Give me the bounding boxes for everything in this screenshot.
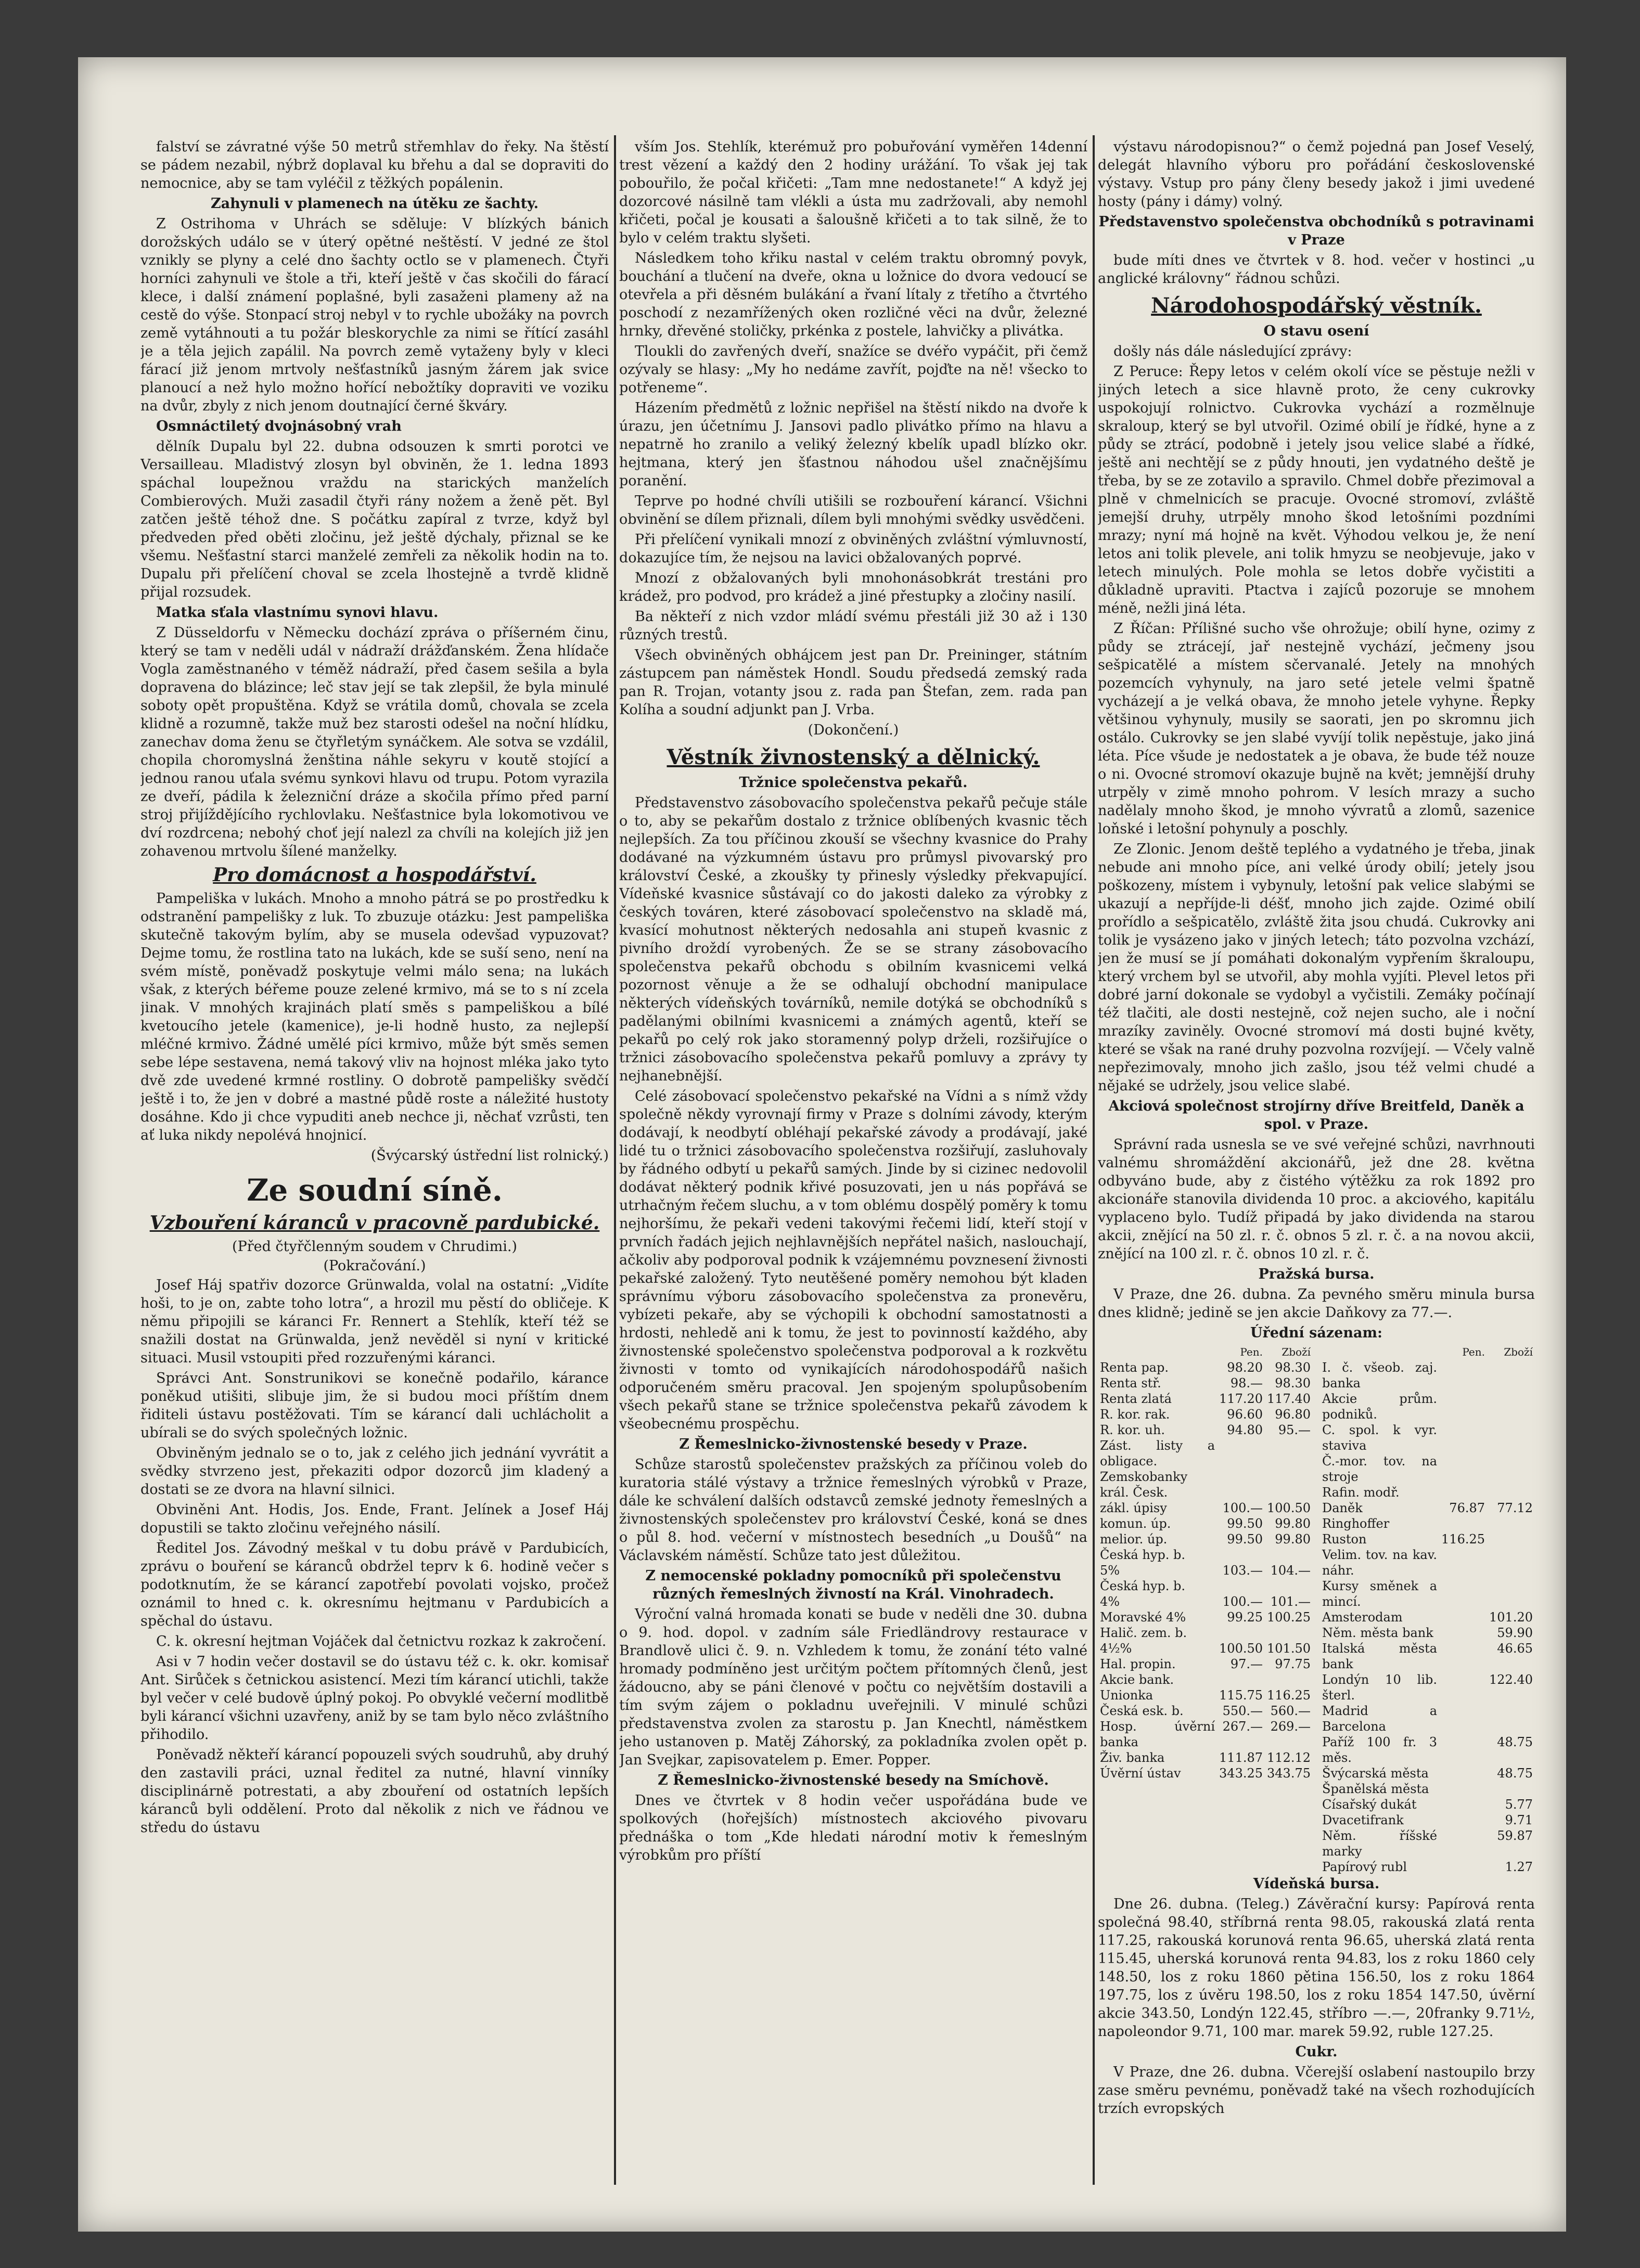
- price-cell: [1439, 1360, 1487, 1391]
- security-name: 4½%: [1100, 1641, 1132, 1656]
- table-row: [1098, 1609, 1313, 1625]
- table-row: [1320, 1625, 1535, 1641]
- table-row: [1098, 1672, 1313, 1687]
- price-cell: [1217, 1438, 1265, 1469]
- price-cell: [1439, 1422, 1487, 1453]
- price-cell: 100.50: [1267, 1501, 1311, 1515]
- paragraph: Josef Háj spatřiv dozorce Grünwalda, volal na ostatní: „Vidíte hoši, to je on, zabte toho lotra“, a hrozil mu pěstí do obličeje. K němu připojili se káranci Fr. Rennert a Stehlík, kteří též se snažili dostat na Grünwalda, jenž nevěděl si nyní v kritické situaci. Musil vstoupiti před rozzuřenými káranci.: [140, 1277, 609, 1366]
- security-name: Akcie bank.: [1100, 1672, 1174, 1687]
- paragraph: vším Jos. Stehlík, kterémuž pro pobuřování vyměřen 14denní trest vězení a každý den 2 hodiny urážání. To však jej tak pobouřilo, že počal křičeti: „Tam mne nedostanete!“ A když jej dozorcové násilně tam vlékli a ústa mu zadržovali, aby nemohl křičeti, počal je kousati a šaloušně křičeti a to tak silně, že to bylo v celém traktu slyšeti.: [619, 139, 1087, 246]
- price-cell: 100.—: [1222, 1594, 1263, 1609]
- section-heading: Národohospodářský věstník.: [1151, 293, 1482, 318]
- table-row: [1098, 1703, 1313, 1719]
- price-cell: [1487, 1360, 1535, 1391]
- price-cell: 101.—: [1270, 1594, 1311, 1609]
- table-row: [1098, 1578, 1313, 1594]
- table-row: [1098, 1641, 1313, 1656]
- security-name: Ruston: [1322, 1532, 1367, 1547]
- price-cell: 95.—: [1278, 1423, 1311, 1437]
- paragraph: Správní rada usnesla se ve své veřejné schůzi, navrhnouti valnému shromáždění akcionářů, jež dne 28. května odbyváno bude, aby z čistého výtěžku za rok 1892 pro akcionáře stanovila dividenda 10 proc. a akciového, kapitálu vyplaceno bylo. Tudíž připadá by jako dividenda na starou akcii, znějící na 50 zl. r. č. obnos 5 zl. r. č. a na novou akcii, znějící na 100 zl. r. č. obnos 10 zl. r. č.: [1098, 1137, 1535, 1262]
- column-rule: [614, 135, 616, 2185]
- paragraph: Obviněni Ant. Hodis, Jos. Ende, Frant. Jelínek a Josef Háj dopustili se takto zločinu veřejného násilí.: [140, 1502, 609, 1536]
- column-3: [1098, 138, 1535, 2185]
- table-row: [1320, 1766, 1535, 1781]
- price-cell: 46.65: [1497, 1641, 1533, 1656]
- price-cell: [1439, 1578, 1487, 1609]
- paragraph: Dnes ve čtvrtek v 8 hodin večer uspořádána bude ve spolkových (hořejších) místnostech akciového pivovaru přednáška o tom „Kde hledati národní motiv k řemeslným výrobkům pro příští: [619, 1793, 1087, 1863]
- security-name: Česká hyp. b.: [1100, 1579, 1185, 1593]
- price-cell: 101.20: [1489, 1610, 1533, 1625]
- price-cell: [1265, 1672, 1313, 1687]
- security-name: Moravské 4%: [1100, 1610, 1186, 1625]
- table-row: [1098, 1719, 1313, 1750]
- security-name: Zást. listy a obligace.: [1100, 1438, 1215, 1468]
- price-cell: [1439, 1734, 1487, 1766]
- price-cell: 98.30: [1275, 1360, 1311, 1375]
- price-cell: [1439, 1516, 1487, 1531]
- table-row: [1320, 1531, 1535, 1547]
- price-cell: 269.—: [1270, 1719, 1311, 1734]
- price-cell: [1217, 1578, 1265, 1594]
- price-cell: 117.40: [1267, 1391, 1311, 1406]
- paragraph: V Praze, dne 26. dubna. Včerejší oslabení nastoupilo brzy zase směru pevnému, poněvadž také na všech rozhodujících trzích evropských: [1098, 2064, 1535, 2117]
- price-cell: [1487, 1781, 1535, 1797]
- price-cell: [1265, 1578, 1313, 1594]
- paragraph: Celé zásobovací společenstvo pekařské na Vídni a s nímž vždy společně někdy vyrovnají firmy v Praze s dolními závody, kterým dodávají, k neodbytí obléhají pekařské závody a prodávají, jaké lidé tu o tržnici zásobovacího společenstva rozšiřují, zasluhovaly by řádného odbytí u pekařů samých. Jinde by si cizinec nedovolil dodávat některý podnik křivé posuzovati, jen u nás popřává se utrhačným řečem sluchu, a v tom oblému dospělý poměry k tomu nejhoršímu, že pekaři vedeni takovými řečemi lidí, kteří stojí v prvních řadách jejich nejhlavnějších nepřátel našich, naslouchají, ačkoliv aby podporoval podnik k vzájemnému povznesení živnosti pekařské založený. Tyto neutěšené poměry nemohou být kladen správnímu výboru zásobovacího společenstva za pronevěru, vybízeti pekaře, aby se výchopili k obchodní samostatnosti a hrdosti, nehledě ani k tomu, že jest to povinností každého, aby živnostenské společenstvo společenstva podporoval a k rozkvětu živnosti v tomto od vynikajících národohospodářů našich odporučeném směru pracoval. Jen spojeným spolupůsobením všech pekařů stane se tržnice společenstva pekařů závodem k všeobecnému prospěchu.: [619, 1088, 1087, 1432]
- price-cell: 343.75: [1267, 1766, 1311, 1781]
- table-row: [1098, 1766, 1313, 1781]
- price-cell: [1439, 1797, 1487, 1812]
- paragraph: Ředitel Jos. Závodný meškal v tu dobu právě v Pardubicích, zprávu o bouření se káranců obdržel teprv k 6. hodině večer s podotknutím, že se kárancí zapotřebí povolati vojsko, pročež oznámil to hned c. k. okresnímu hejtmanu v Pardubicích a spěchal do ústavu.: [140, 1540, 609, 1629]
- table-row: [1320, 1828, 1535, 1859]
- table-row: [1320, 1641, 1535, 1672]
- paragraph: Tloukli do zavřených dveří, snažíce se dvéřo vypáčit, při čemž ozývaly se hlasy: „My ho nedáme zavřít, pojďte na ně! všecko to potřeneme“.: [619, 343, 1087, 396]
- security-name: 4%: [1100, 1594, 1120, 1609]
- table-row: [1320, 1578, 1535, 1609]
- paragraph: falství se závratné výše 50 metrů střemhlav do řeky. Na štěstí se pádem nezabil, nýbrž doplaval ku břehu a dal se dopraviti do nemocnice, aby se tam vyléčil z těžkých popálenin.: [140, 139, 609, 191]
- news-headline: Pražská bursa.: [1258, 1266, 1375, 1282]
- paragraph: Z Ostrihoma v Uhrách se sděluje: V blízkých bánich dorožských událo se v úterý opětné neštěstí. V jedné ze štol vznikly se plyny a celé dno šachty octlo se v plamenech. Čtyři horníci zahynuli ve štole a tři, kteří ještě v čas skočili do fárací klece, i další známení poplašné, byli zasaženi plameny až na cestě do výše. Stonpací stroj nebyl v to rychle ubožáky na povrch země vytáhnouti a tu požár bleskorychle za nimi se řítící zasáhl je a těla jejich zapálil. Na povrch země vytaženy byly v kleci fárací již jenom mrtvoly nešťastníků jasným žárem jak svice planoucí a než hylo možno hořící nebožtíky dopraviti ve voziku na dvůr, zbyly z nich jenom doutnající černé škváry.: [140, 216, 609, 414]
- price-cell: 550.—: [1222, 1704, 1263, 1718]
- security-name: Halič. zem. b.: [1100, 1626, 1187, 1640]
- price-cell: 122.40: [1489, 1672, 1533, 1687]
- price-cell: [1487, 1485, 1535, 1500]
- security-name: Česká hyp. b.: [1100, 1548, 1185, 1562]
- paragraph: došly nás dále následující zprávy:: [1113, 343, 1352, 359]
- price-cell: [1439, 1766, 1487, 1781]
- table-row: [1098, 1594, 1313, 1609]
- price-cell: 99.50: [1227, 1516, 1263, 1531]
- price-cell: 116.25: [1267, 1688, 1311, 1703]
- security-name: melior. úp.: [1100, 1532, 1168, 1547]
- table-row: [1320, 1485, 1535, 1500]
- price-cell: [1439, 1547, 1487, 1578]
- price-cell: [1487, 1547, 1535, 1578]
- security-name: Císařský dukát: [1322, 1797, 1417, 1812]
- paragraph: dělník Dupalu byl 22. dubna odsouzen k smrti porotci ve Versailleau. Mladistvý zlosyn byl obviněn, že 1. ledna 1893 spáchal loupežnou vraždu na starických manželích Combierových. Muži zasadil čtyři rány nožem a ženě pět. Byl zatčen ještě téhož dne. S počátku zapíral z tvrze, když byl předveden před oběti zločinu, jež ještě dýchaly, přiznal se ke všemu. Nešťastní starci manželé zemřeli za několik hodin na to. Dupalu při přelíčení choval se zcela lhostejně a tvrdě klidně přijal rozsudek.: [140, 439, 609, 600]
- paragraph: Teprve po hodné chvíli utišili se rozbouření kárancí. Všichni obvinění se dílem přiznali, dílem byli mnohými svědky usvědčeni.: [619, 493, 1087, 527]
- security-name: Renta pap.: [1100, 1360, 1169, 1375]
- price-cell: 117.20: [1219, 1391, 1263, 1406]
- table-row: [1320, 1781, 1535, 1797]
- news-headline: Představenstvo společenstva obchodníků s potravinami v Praze: [1098, 214, 1534, 248]
- security-name: Č.-mor. tov. na stroje: [1322, 1454, 1438, 1484]
- price-cell: 99.80: [1275, 1532, 1311, 1547]
- paragraph: Schůze starostů společenstev pražských za příčinou voleb do kuratoria stálé výstavy a tržnice řemeslných výrobků v Praze, dále ke schválení dalších odstavců zemské jednoty řemeslných a živnostenských společenstev pro království České, koná se dnes o půl 8. hod. večerní v místnostech besedních „u Doušů“ na Václavském náměstí. Schůze tato jest důležitou.: [619, 1457, 1087, 1564]
- table-row: [1098, 1360, 1313, 1375]
- price-cell: 99.50: [1227, 1532, 1263, 1547]
- price-cell: 97.75: [1275, 1657, 1311, 1671]
- security-name: Daněk: [1322, 1501, 1363, 1515]
- price-cell: [1439, 1609, 1487, 1625]
- price-cell: [1487, 1422, 1535, 1453]
- security-name: Italská města bank: [1322, 1641, 1438, 1671]
- price-cell: 1.27: [1505, 1860, 1533, 1874]
- price-cell: 97.—: [1230, 1657, 1263, 1671]
- price-cell: [1487, 1516, 1535, 1531]
- news-headline: Cukr.: [1295, 2044, 1338, 2060]
- news-headline: O stavu osení: [1263, 323, 1369, 339]
- table-row: [1320, 1391, 1535, 1422]
- paragraph: Ze Zlonic. Jenom deště teplého a vydatného je třeba, jinak nebude ani mnoho píce, ani velké úrody obilí; jetely jsou poškozeny, místem i vybynuly, letošní pak velice slabými se ukazují a nepříjde-li déšť, mnoho jich zajde. Ozimé obilí prořídlo a sešpicatělo, zvláště žita jsou chudá. Cukrovky ani tolik je vysázeno jako v jiných letech; táto pozvolna vzchází, jen že musí se jí pomáhati dokonalým vypřením škraloupu, který vrchem byl se utvořil, aby mohla vyjíti. Plevel letos při dobré jarní dokonale se vydobyl a vyčistili. Zemáky počínají též tlačiti, ale dosti nestejně, což nejen sucho, ale i noční mrazíky zaviněly. Ovocné stromoví má dosti bujné květy, které se však na rané druhy pozvolna rozvíjejí. — Včely valně nepřezimovaly, mnoho jich zašlo, jsou též velmi chudé a nějaké se udržely, jsou velice slabé.: [1098, 841, 1535, 1094]
- price-cell: [1439, 1703, 1487, 1734]
- table-heading: Úřední sázenam:: [1250, 1325, 1382, 1341]
- price-cell: 77.12: [1497, 1501, 1533, 1515]
- price-cell: 76.87: [1449, 1501, 1485, 1515]
- security-name: Londýn 10 lib. šterl.: [1322, 1672, 1438, 1703]
- table-row: [1098, 1531, 1313, 1547]
- price-cell: 94.80: [1227, 1423, 1263, 1437]
- column-2: [619, 138, 1087, 2185]
- price-cell: 560.—: [1270, 1704, 1311, 1718]
- price-cell: [1217, 1469, 1265, 1500]
- price-cell: 101.50: [1267, 1641, 1311, 1656]
- price-cell: 96.60: [1227, 1407, 1263, 1422]
- news-headline: Zahynuli v plamenech na útěku ze šachty.: [210, 196, 539, 212]
- security-name: Hal. propin.: [1100, 1657, 1176, 1671]
- security-name: Madrid a Barcelona: [1322, 1704, 1438, 1734]
- price-cell: [1439, 1641, 1487, 1672]
- price-cell: 48.75: [1497, 1766, 1533, 1781]
- price-cell: 9.71: [1505, 1813, 1533, 1827]
- paragraph: Z Říčan: Přílišné sucho vše ohrožuje; obilí hyne, ozimy z půdy se ztrácejí, jař nestejně vychází, ječmeny jsou sešpicatělé a místem sčervanalé. Jetely na mnohých pozemcích vyhynuly, na jaro seté jetele velmi špatně vycházejí a je velká obava, že mnoho jetele vyhyne. Řepky většinou vyhynuly, musily se saorati, jen po skromnu jich ostálo. Cukrovky se jen slabé vyvíjí tolik nepěstuje, jako jiná léta. Píce všude je nedostatek a je obava, že bude též nouze o ni. Ovocné stromoví okazuje bujně na květ; jemnější druhy utrpěly v zimě mnoho pohrom. V lesích mrazy a sucho nadělaly mnoho škod, je mnoho vývratů a zlomů, sazenice loňské i letošní pohynuly a poschly.: [1098, 621, 1535, 837]
- news-headline: Matka sťala vlastnímu synovi hlavu.: [156, 604, 439, 621]
- price-cell: 116.25: [1441, 1532, 1485, 1547]
- price-cell: 112.12: [1267, 1750, 1311, 1765]
- price-cell: [1265, 1438, 1313, 1469]
- price-cell: 99.80: [1275, 1516, 1311, 1531]
- security-name: Ringhoffer: [1322, 1516, 1390, 1531]
- newspaper-page: [78, 57, 1566, 2232]
- price-cell: 5.77: [1505, 1797, 1533, 1812]
- price-cell: [1265, 1547, 1313, 1563]
- paragraph: Výroční valná hromada konati se bude v neděli dne 30. dubna o 9. hod. dopol. v zadním sále Friedländrovy restaurace v Brandlově ulici č. 9. n. Vzhledem k tomu, že zonání této valné hromady podmíněno jest určitým počtem přítomných členů, jest žádoucno, aby se páni členové v počtu co největším dostavili a tím svým zájem o pokladnu uveřejnili. V minulé schůzi představenstva zvolen za starostu p. Jan Knechtl, náměstkem jeho ustanoven p. Matěj Záhorský, za pokladníka zvolen opět p. Jan Svejkar, zapisovatelem p. Emer. Popper.: [619, 1606, 1087, 1768]
- paragraph: Dne 26. dubna. (Teleg.) Závěrační kursy: Papírová renta společná 98.40, stříbrná renta 98.05, rakouská zlatá renta 117.25, rakouská korunová renta 96.65, uherská zlatá renta 115.45, uherská korunová renta 94.83, los z roku 1860 cely 148.50, los z roku 1860 pětina 156.50, los z roku 1864 197.75, los z úvěru 198.50, los z roku 1854 147.50, úvěrní akcie 343.50, Londýn 122.45, stříbro —.—, 20franky 9.71½, napoleondor 9.71, 100 mar. marek 59.92, ruble 127.25.: [1098, 1896, 1535, 2040]
- security-name: komun. úp.: [1100, 1516, 1171, 1531]
- security-name: Něm. říšské marky: [1322, 1828, 1438, 1859]
- table-row: [1098, 1422, 1313, 1438]
- news-headline: Vídeňská bursa.: [1253, 1876, 1380, 1892]
- table-row: [1098, 1391, 1313, 1407]
- price-cell: 98.20: [1227, 1360, 1263, 1375]
- price-cell: 59.90: [1497, 1626, 1533, 1640]
- security-name: R. kor. uh.: [1100, 1423, 1165, 1437]
- security-name: Švýcarská města: [1322, 1766, 1429, 1781]
- price-cell: 115.75: [1219, 1688, 1263, 1703]
- table-row: [1098, 1375, 1313, 1391]
- table-row: [1098, 1656, 1313, 1672]
- paragraph: Z Düsseldorfu v Německu dochází zpráva o příšerném činu, který se tam v neděli udál v nádraží drážďanském. Žena hlídače Vogla zaměstnaného v téměž nádraží, před časem sešila a byla dopravena do blázince; leč stav její se tak zlepšil, že byla minulé soboty opět propuštěna. Když se vrátila domů, chovala se zcela klidně a rozumně, takže muž bez starosti odešel na noční hlídku, zanechav doma ženu se čtyřletým synáčkem. Ale sotva se vzdálil, chopila choromyslná ženština náhle sekyru v koutě stojící a jednou ranou uťala svému synkovi hlavu od trupu. Potom vyrazila ze dveří, pádila k železniční dráze a skočila přímo před parní stroj přijíždějícího rychlovlaku. Nešťastnice byla lokomotivou ve dví rozdrcena; nebohý choť její nalezl za chvíli na kolejích již jen zohavenou mrtvolu šílené manželky.: [140, 625, 609, 859]
- security-name: Živ. banka: [1100, 1750, 1165, 1765]
- security-name: Zemskobanky král. Česk.: [1100, 1470, 1188, 1500]
- news-headline: Z Řemeslnicko-živnostenské besedy v Praze.: [679, 1436, 1028, 1452]
- news-headline: Tržnice společenstva pekařů.: [739, 775, 968, 791]
- table-row: [1320, 1812, 1535, 1828]
- security-name: Kursy směnek a mincí.: [1322, 1579, 1438, 1609]
- price-cell: 99.25: [1227, 1610, 1263, 1625]
- table-row: [1098, 1750, 1313, 1766]
- paragraph: Z Perucе: Řepy letos v celém okolí více se pěstuje nežli v jiných letech a sice hlavně proto, že ceny cukrovky uspokojují rolnictvo. Cukrovka vychází a rozmělnuje skraloup, který se byl utvořil. Ozimé obilí je řídké, hyne a z půdy se ztrácí, podobně i jetely jsou velice slabé a řídké, ještě ani nechtějí se z půdy hnouti, jen vydatného deště je třeba, by se ze zotavilo a spravilo. Chmel dobře přezimoval a plně v chmelnicích se pracuje. Ovocné stromoví, zvláště jemejší druhy, utrpěly mnoho škod letošními pozdními mrazy; nyní má hojně na květ. Výhodou velkou je, že není letos ani tolik plevele, ani tolik hmyzu se neobjevuje, jako v letech minulých. Pole mohla se letos dobře vyčistiti a důkladně upraviti. Ptactva i zajíců pozoruje se mnohem méně, nežli jiná léta.: [1098, 364, 1535, 616]
- paragraph: Mnozí z obžalovaných byli mnohonásobkrát trestáni pro krádež, pro podvod, pro krádež a jiné přestupky a zločiny nasilí.: [619, 570, 1087, 604]
- table-row: [1098, 1500, 1313, 1516]
- table-row: [1320, 1672, 1535, 1703]
- table-row: [1098, 1625, 1313, 1641]
- paragraph: Následkem toho křiku nastal v celém traktu obromný povyk, bouchání a tlučení na dveře, okna u ložnice do dvora vedoucí se otevřela a při děsném bulákání a řvaní lítaly z třetího a čtvrtého poschodí z nezamřížených oken rozličné věci na dvůr, železné hrnky, dřevěné stoličky, prkénka z postele, lahvičky a plivátka.: [619, 250, 1087, 339]
- paragraph: Představenstvo zásobovacího společenstva pekařů pečuje stále o to, aby se pekařům dostalo z tržnice oblíbených kvasnic těch nejlepších. Za tou příčinou zkouší se všechny kvasnice do Prahy dodávané na výzkumném ústavu pro průmysl pivovarský pro království České, a zkoušky ty přinesly výsledky překvapující. Vídeňské kvasnice sůstávají co do jakosti daleko za výrobky z českých továren, které zásobovací společenstvo na skladě má, kvasící mohutnost některých nedosahla ani stupeň kvasnic z pivního droždí vyrobených. Že se se strany zásobovacího společenstva pekařů obchodu s obilním kvasnicemi velká pozornost věnuje a že se odhalují obchodní manipulace některých vídeňských továrníků, nemile dotýká se obchodníků s padělanými obilními kvasnicemi a známých agentů, kteří se pekařů po celý rok jako storamenný polyp drželi, rozšiřujíce o tržnici zásobovacího společenstva pekařů pomluvy a zprávy ty nejhanebnější.: [619, 795, 1087, 1084]
- paragraph: Házením předmětů z ložnic nepřišel na štěstí nikdo na dvoře k úrazu, jen účetnímu J. Jansovi padlo plivátko přímo na hlavu a nepatrně ho zranilo a veliký železný kbelík upadl blízko okr. hejtmana, který jen šťastnou náhodou ušel značnějšímu poranění.: [619, 400, 1087, 489]
- table-row: [1320, 1360, 1535, 1391]
- price-cell: 111.87: [1219, 1750, 1263, 1765]
- table-row: [1098, 1407, 1313, 1422]
- price-cell: [1487, 1453, 1535, 1485]
- price-cell: [1217, 1547, 1265, 1563]
- price-cell: [1265, 1625, 1313, 1641]
- paragraph: Pampeliška v lukách. Mnoho a mnoho pátrá se po prostředku k odstranění pampelišky z luk. To zbuzuje otázku: Jest pampeliška skutečně takovým bylím, aby se musela odevšad vypuzovat? Dejme tomu, že rostlina tato na lukách, kde se suší seno, není na svém místě, poněvadž poskytuje velmi málo sena; na lukách však, z kterých béřeme pouze zelené krmivo, má se to s ní zcela jinak. V mnohých krajinách platí směs s pampeliškou a bílé kvetoucího jetele (kamenice), je-li hodně husto, za nejlepší mléčné krmivo. Žádné umělé píci krmivo, může být směs semen sebe lépe sestavena, nemá takový vliv na hojnost mléka jako tyto dvě zde uvedené krmné rostliny. O dobrotě pampelišky svědčí ještě i to, že jen v dobré a mastné půdě roste a náležité hustoty dosáhne. Kdo ji chce vypuditi aneb nechce ji, něchať vzrůsti, ten ať luka nikdy nepolévá hnojnicí.: [140, 891, 609, 1143]
- security-name: 5%: [1100, 1563, 1120, 1578]
- price-cell: [1439, 1781, 1487, 1797]
- security-name: Renta stř.: [1100, 1376, 1161, 1390]
- security-name: zákl. úpisy: [1100, 1501, 1167, 1515]
- article-title: Vzbouření káranců v pracovně pardubické.: [149, 1212, 600, 1234]
- paragraph: Obviněným jednalo se o to, jak z celého jich jednání vyvrátit a svědky stvrzeno jest, překaziti odpor dozorců jim kladený a dostati se ze dvora na hlavní silnici.: [140, 1445, 609, 1498]
- column-header: Zboží: [1504, 1346, 1533, 1358]
- price-cell: [1439, 1391, 1487, 1422]
- section-heading: Věstník živnostenský a dělnický.: [667, 745, 1040, 769]
- price-cell: 100.50: [1219, 1641, 1263, 1656]
- security-name: Hosp. úvěrní banka: [1100, 1719, 1215, 1749]
- paragraph: V Praze, dne 26. dubna. Za pevného směru minula bursa dnes klidně; jedině se jen akcie Daňkovy za 77.—.: [1098, 1286, 1535, 1321]
- column-1: [140, 138, 609, 2185]
- price-cell: [1439, 1485, 1487, 1500]
- table-row: [1098, 1469, 1313, 1500]
- price-cell: 267.—: [1222, 1719, 1263, 1734]
- table-row: [1320, 1859, 1535, 1875]
- table-row: [1098, 1687, 1313, 1703]
- paragraph: Při přelíčení vynikali mnozí z obviněných zvláštní výmluvností, dokazujíce tím, že nejsou na lavici obžalovaných poprvé.: [619, 532, 1087, 566]
- stock-table-right: [1320, 1344, 1535, 1875]
- price-cell: 343.25: [1219, 1766, 1263, 1781]
- price-cell: 103.—: [1222, 1563, 1263, 1578]
- table-row: [1098, 1547, 1313, 1563]
- article-subtitle: (Před čtyřčlenným soudem v Chrudimi.): [232, 1239, 517, 1255]
- price-cell: [1439, 1828, 1487, 1859]
- security-name: C. spol. k vyr. staviva: [1322, 1423, 1438, 1453]
- table-row: [1320, 1797, 1535, 1812]
- news-headline: Z nemocenské pokladny pomocníků při společenstvu různých řemeslných živností na Král. Vinohradech.: [645, 1568, 1061, 1602]
- section-heading: Ze soudní síně.: [247, 1172, 503, 1208]
- price-cell: [1217, 1672, 1265, 1687]
- price-cell: [1439, 1812, 1487, 1828]
- column-rule: [1093, 135, 1095, 2185]
- news-headline: Osmnáctiletý dvojnásobný vrah: [156, 418, 402, 434]
- security-name: Něm. města bank: [1322, 1626, 1433, 1640]
- price-cell: [1439, 1453, 1487, 1485]
- security-name: Rafin. modř.: [1322, 1485, 1400, 1500]
- paragraph: Ba někteří z nich vzdor mládí svému přestáli již 30 až i 130 různých trestů.: [619, 609, 1087, 643]
- price-cell: [1439, 1672, 1487, 1703]
- paragraph: bude míti dnes ve čtvrtek v 8. hod. večer v hostinci „u anglické královny“ řádnou schůzi.: [1098, 252, 1535, 287]
- price-cell: 96.80: [1275, 1407, 1311, 1422]
- security-name: I. č. všeob. zaj. banka: [1322, 1360, 1438, 1390]
- price-cell: 100.25: [1267, 1610, 1311, 1625]
- security-name: Papírový rubl: [1322, 1860, 1407, 1874]
- news-headline: Akciová společnost strojírny dříve Breitfeld, Daněk a spol. v Praze.: [1108, 1098, 1524, 1132]
- security-name: Paříž 100 fr. 3 měs.: [1322, 1735, 1438, 1765]
- price-cell: [1487, 1391, 1535, 1422]
- price-cell: [1487, 1531, 1535, 1547]
- security-name: Česká esk. b.: [1100, 1704, 1184, 1718]
- table-row: [1098, 1516, 1313, 1531]
- paragraph: Všech obviněných obhájcem jest pan Dr. Preininger, státním zástupcem pan náměstek Hondl. Soudu předsedá zemský rada pan R. Trojan, votanty jsou z. rada pan Štefan, zem. rada pan Kolíha a soudní adjunkt pan J. Vrba.: [619, 647, 1087, 718]
- source-signature: (Švýcarský ústřední list rolnický.): [370, 1148, 609, 1164]
- paragraph: Asi v 7 hodin večer dostavil se do ústavu též c. k. okr. komisař Ant. Sirůček s četnickou asistencí. Mezi tím kárancí utichli, takže byl večer v celé budově úplný pokoj. Po obvyklé večerní modlitbě byli kárancí všichni uzavřeny, aniž by se tam bylo něco zvláštního přihodilo.: [140, 1654, 609, 1743]
- table-row: [1320, 1703, 1535, 1734]
- price-cell: [1217, 1625, 1265, 1641]
- column-header: Pen.: [1462, 1346, 1485, 1358]
- security-name: Akcie prům. podniků.: [1322, 1391, 1438, 1422]
- table-row: [1320, 1609, 1535, 1625]
- security-name: Velim. tov. na kav. náhr.: [1322, 1548, 1438, 1578]
- table-row: [1320, 1516, 1535, 1531]
- price-cell: 100.—: [1222, 1501, 1263, 1515]
- price-cell: [1265, 1469, 1313, 1500]
- security-name: Unionka: [1100, 1688, 1154, 1703]
- price-cell: 48.75: [1497, 1735, 1533, 1749]
- paragraph: Poněvadž někteří kárancí popouzeli svých soudruhů, aby druhý den zastavili práci, uznal ředitel za nutné, hlavní vinníky disciplinárně potrestati, a aby zbouření od ostatních lepších káranců byli oddělení. Proto dal několik z nich ve řádnou ve středu do ústavu: [140, 1747, 609, 1836]
- article-subtitle: (Pokračování.): [323, 1258, 426, 1274]
- security-name: Španělská města: [1322, 1782, 1429, 1796]
- column-header: Zboží: [1282, 1346, 1311, 1358]
- table-row: [1098, 1438, 1313, 1469]
- security-name: Úvěrní ústav: [1100, 1766, 1181, 1781]
- price-cell: [1439, 1625, 1487, 1641]
- table-row: [1098, 1563, 1313, 1578]
- paragraph: Správci Ant. Sonstrunikovi se konečně podařilo, kárance poněkud utišiti, slibuje jim, že si budou moci příštím dnem řiditeli ústavu postěžovati. Tím se kárancí dali uchlácholit a ubírali se do svých společných ložnic.: [140, 1370, 609, 1441]
- price-cell: 59.87: [1497, 1828, 1533, 1843]
- stock-table-left: [1098, 1344, 1313, 1781]
- price-cell: [1487, 1578, 1535, 1609]
- price-cell: [1487, 1703, 1535, 1734]
- security-name: R. kor. rak.: [1100, 1407, 1170, 1422]
- table-row: [1320, 1453, 1535, 1485]
- security-name: Dvacetifrank: [1322, 1813, 1404, 1827]
- paragraph: výstavu národopisnou?“ o čemž pojedná pan Josef Veselý, delegát hlavního výboru pro pořádání československé výstavy. Vstup pro pány členy besedy jakož i jimi uvedené hosty (pány i dámy) volný.: [1098, 139, 1535, 210]
- table-row: [1320, 1734, 1535, 1766]
- stock-tables: [1098, 1344, 1535, 1875]
- price-cell: 98.—: [1230, 1376, 1263, 1390]
- news-headline: Z Řemeslnicko-živnostenské besedy na Smíchově.: [658, 1772, 1049, 1788]
- price-cell: [1439, 1859, 1487, 1875]
- paragraph: C. k. okresní hejtman Vojáček dal četnictvu rozkaz k zakročení.: [156, 1633, 607, 1650]
- price-cell: 98.30: [1275, 1376, 1311, 1390]
- table-row: [1320, 1547, 1535, 1578]
- section-heading: Pro domácnost a hospodářství.: [213, 864, 536, 886]
- table-row: [1320, 1500, 1535, 1516]
- price-cell: 104.—: [1270, 1563, 1311, 1578]
- continuation-note: (Dokončení.): [808, 722, 899, 738]
- column-header: Pen.: [1240, 1346, 1263, 1358]
- security-name: Renta zlatá: [1100, 1391, 1172, 1406]
- security-name: Amsterodam: [1322, 1610, 1403, 1625]
- table-row: [1320, 1422, 1535, 1453]
